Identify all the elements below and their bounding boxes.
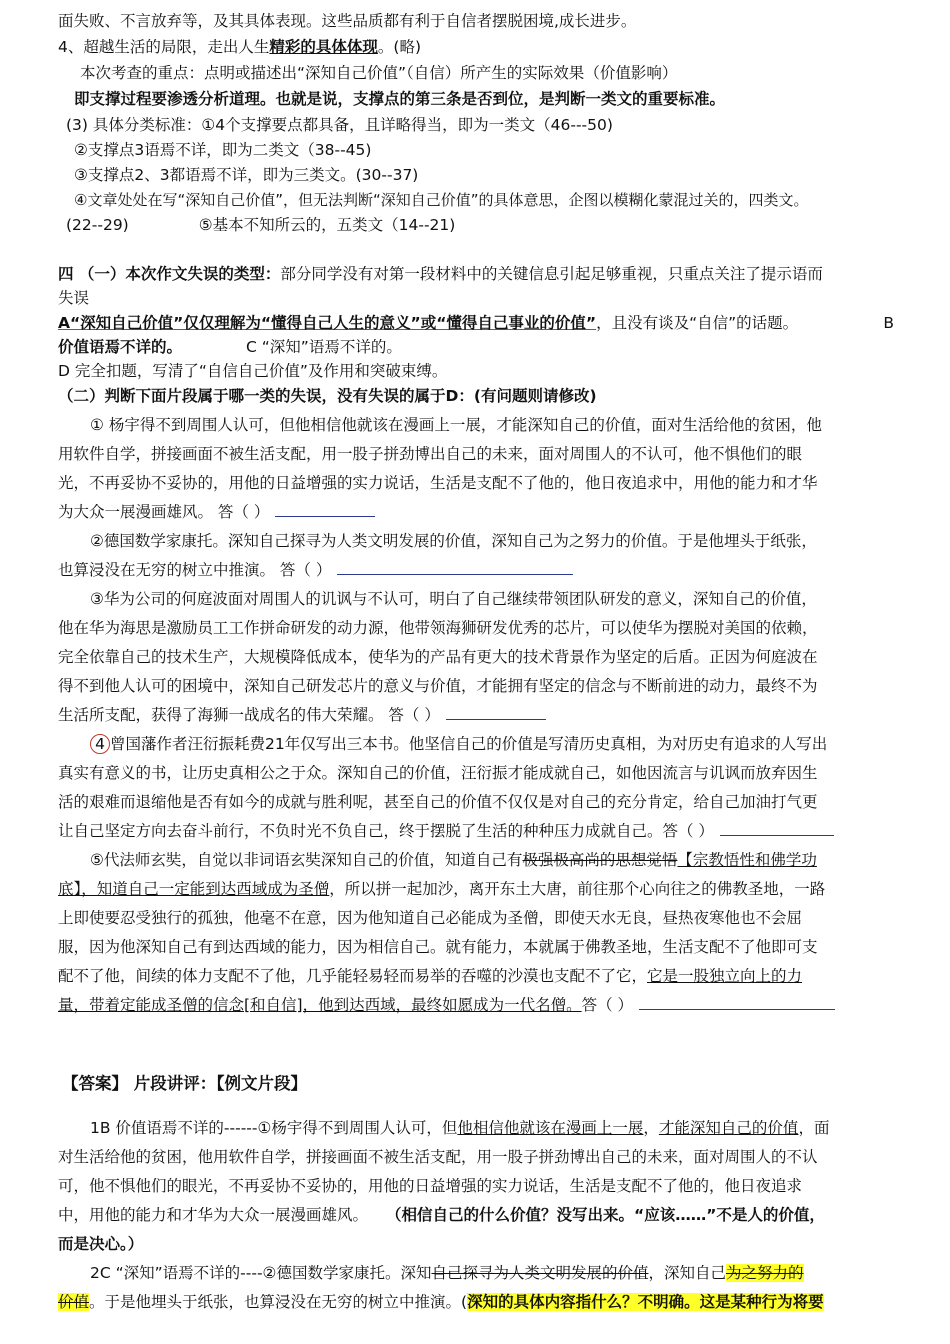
text-line: 本次考查的重点：点明或描述出“深知自己价值”（自信）所产生的实际效果（价值影响） [80,64,678,82]
paragraph-line: 用软件自学，拼接画面不被生活支配，用一股子拼劲博出自己的未来，面对周围人的不认可，他不惧他们的眼 [58,445,803,463]
answer-line: 价值。于是他埋头于纸张，也算浸没在无穷的树立中推演。(深知的具体内容指什么？不明确。这是某种行为将要 [58,1293,824,1311]
paragraph-line: 上即使要忍受独行的孤独，他毫不在意，因为他知道自己必能成为圣僧，即使天水无良，昼热夜寒他也不会屈 [58,909,803,927]
text-line: A“深知自己价值”仅仅理解为“懂得自己人生的意义”或“懂得自己事业的价值”，且没有谈及“自信”的话题。 B [58,314,894,332]
answer-line: 对生活给他的贫困，他用软件自学，拼接画面不被生活支配，用一股子拼劲博出自己的未来，面对周围人的不认 [58,1148,818,1166]
answer-blank[interactable] [720,821,834,836]
text-line: D 完全扣题，写清了“自信自己价值”及作用和突破束缚。 [58,362,448,380]
answer-line: 2C “深知”语焉不详的----②德国数学家康托。深知自己探寻为人类文明发展的价值，深知自己为之努力的 [90,1264,804,1282]
paragraph-line: ① 杨宇得不到周围人认可，但他相信他就该在漫画上一展，才能深知自己的价值，面对生活给他的贫困，他 [90,416,822,434]
paragraph-line: 配不了他，间续的体力支配不了他，几乎能轻易轻而易举的吞噬的沙漠也支配不了它，它是一股独立向上的力 [58,967,803,985]
paragraph-line: 完全依靠自己的技术生产，大规模降低成本，使华为的产品有更大的技术背景作为坚定的后盾。正因为何庭波在 [58,648,818,666]
paragraph-line: 光，不再妥协不妥协的，用他的日益增强的实力说话，生活是支配不了他的，他日夜追求中，用他的能力和才华 [58,474,818,492]
answer-blank[interactable] [275,502,375,517]
text-line: ③支撑点2、3都语焉不详，即为三类文。(30--37) [74,166,419,184]
answer-line: 可，他不惧他们的眼光，不再妥协不妥协的，用他的日益增强的实力说话，生活是支配不了他的，他日夜追求 [58,1177,803,1195]
paragraph-line: 生活所支配，获得了海狮一战成名的伟大荣耀。 答（ ） [58,704,546,726]
paragraph-line: ③华为公司的何庭波面对周围人的讥讽与不认可，明白了自己继续带领团队研发的意义，深知自己的价值， [90,590,817,608]
text-line: 面失败、不言放弃等，及其具体表现。这些品质都有利于自信者摆脱困境,成长进步。 [58,12,637,30]
text-line: 4、超越生活的局限，走出人生精彩的具体体现。(略) [58,38,421,56]
text-line: ④文章处处在写“深知自己价值”，但无法判断“深知自己价值”的具体意思，企图以模糊化蒙混过关的，四类文。 [74,191,809,209]
paragraph-line: 为大众一展漫画雄风。 答（ ） [58,501,375,523]
paragraph-line: 服，因为他深知自己有到达西域的能力，因为相信自己。就有能力，本就属于佛教圣地，生活支配不了他即可支 [58,938,818,956]
paragraph-line: 也算浸没在无穷的树立中推演。 答（ ） [58,559,573,581]
text-line: 即支撑过程要渗透分析道理。也就是说，支撑点的第三条是否到位，是判断一类文的重要标准。 [74,90,726,108]
paragraph-line: 他在华为海思是激励员工工作拼命研发的动力源，他带领海狮研发优秀的芯片，可以使华为摆脱对美国的依赖， [58,619,818,637]
text-line: 价值语焉不详的。 C “深知”语焉不详的。 [58,338,402,356]
section-heading: （二）判断下面片段属于哪一类的失误，没有失误的属于D：(有问题则请修改) [58,387,597,405]
answer-line: 1B 价值语焉不详的------①杨宇得不到周围人认可，但他相信他就该在漫画上一展，才能深知自己的价值，面 [90,1119,830,1137]
section-heading: 四 （一）本次作文失误的类型：部分同学没有对第一段材料中的关键信息引起足够重视，只重点关注了提示语而 [58,265,823,283]
answer-line: 中，用他的能力和才华为大众一展漫画雄风。 （相信自己的什么价值？没写出来。“应该……”不是人的价值， [58,1206,825,1224]
paragraph-line: 让自己坚定方向去奋斗前行，不负时光不负自己，终于摆脱了生活的种种压力成就自己。答（ ） [58,820,834,842]
paragraph-line: 真实有意义的书，让历史真相公之于众。深知自己的价值，汪衍振才能成就自己，如他因流言与讥讽而放弃因生 [58,764,818,782]
answer-blank[interactable] [639,995,835,1010]
text-line: ②支撑点3语焉不详，即为二类文（38--45) [74,141,372,159]
paragraph-line: 量，带着定能成圣僧的信念[和自信]，他到达西域，最终如愿成为一代名僧。答（ ） [58,994,835,1016]
answer-blank[interactable] [337,560,573,575]
paragraph-line: ②德国数学家康托。深知自己探寻为人类文明发展的价值，深知自己为之努力的价值。于是他埋头于纸张， [90,532,817,550]
paragraph-line: 4 曾国藩作者汪衍振耗费21年仅写出三本书。他坚信自己的价值是写清历史真相，为对历史有追求的人写出 [90,733,827,755]
answer-heading: 【答案】 片段讲评：【例文片段】 [62,1074,307,1093]
paragraph-line: 底】，知道自己一定能到达西域成为圣僧，所以拼一起加沙，离开东土大唐，前往那个心向往之的佛教圣地，一路 [58,880,826,898]
answer-line: 而是决心。） [58,1235,144,1253]
paragraph-line: 得不到他人认可的困境中，深知自己研发芯片的意义与价值，才能拥有坚定的信念与不断前进的动力，最终不为 [58,677,818,695]
paragraph-line: ⑤代法师玄奘，自觉以非词语玄奘深知自己的价值，知道自己有极强极高尚的思想觉悟【宗教悟性和佛学功 [90,851,817,869]
text-line: (3) 具体分类标准：①4个支撑要点都具备，且详略得当，即为一类文（46---50) [66,116,613,134]
text-line: (22--29) ⑤基本不知所云的，五类文（14--21) [66,216,456,234]
answer-blank[interactable] [446,705,546,720]
text-line: 失误 [58,289,90,307]
item-number-circle: 4 [90,734,110,754]
paragraph-line: 活的艰难而退缩他是否有如今的成就与胜利呢，甚至自己的价值不仅仅是对自己的充分肯定，给自己加油打气更 [58,793,818,811]
